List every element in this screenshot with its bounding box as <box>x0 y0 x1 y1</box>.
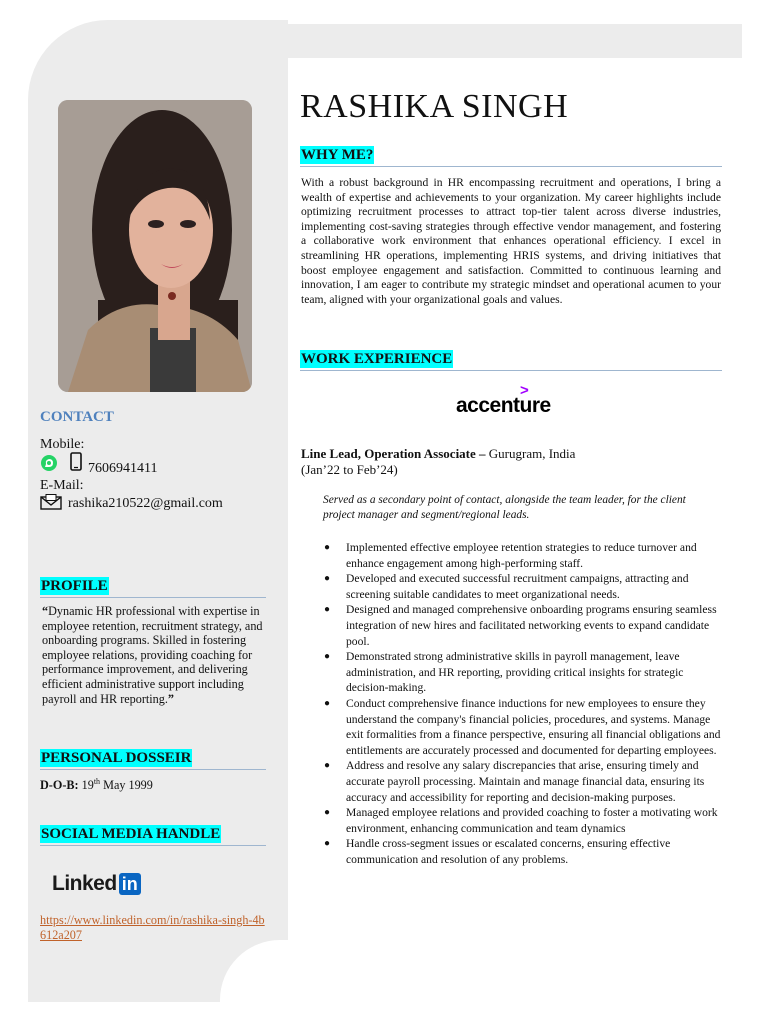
dob-rest: May 1999 <box>103 778 153 793</box>
dob-day: 19 <box>81 778 94 793</box>
linkedin-wordmark: Linked <box>52 872 117 895</box>
profile-heading: PROFILE <box>41 578 108 594</box>
contact-heading: CONTACT <box>40 409 114 425</box>
profile-open-quote: “ <box>42 604 49 618</box>
profile-summary <box>42 604 267 706</box>
list-item <box>301 696 721 758</box>
bullet-icon: ● <box>324 838 331 850</box>
social-divider <box>40 845 266 846</box>
work-divider <box>300 370 722 371</box>
email-label: E-Mail: <box>40 478 84 493</box>
bullet-icon: ● <box>324 542 331 553</box>
mobile-label: Mobile: <box>40 437 85 452</box>
role-location: Gurugram, India <box>485 446 576 461</box>
role-header <box>301 446 575 478</box>
role-title: Line Lead, Operation Associate – <box>301 446 486 461</box>
whyme-paragraph: With a robust background in HR encompassing recruitment and operations, I bring a wealth of expertise and achievements to your organization. My career highlights include optimizing recruitment processes to attract top-tier talent across diverse industries, implementing cost-saving strategies through effective vendor management, and fostering a collaborative work environment that enhances operational efficiency. I excel in streamlining HR operations, implementing HRIS systems, and driving initiatives that boost employee engagement and satisfaction. Committed to continuous learning and innovation, I am eager to contribute my strategic mindset and operational acumen to your team, aligned with your organizational goals and values. <box>301 176 721 306</box>
whatsapp-icon <box>40 454 58 472</box>
email-icon <box>40 494 62 510</box>
profile-summary-text: Dynamic HR professional with expertise in employee retention, recruitment strategy, and onboarding programs. Skilled in fostering employee relations, providing coaching for performance improvement, and delivering efficient administrative support including payroll and HR reporting. <box>42 604 263 706</box>
profile-photo-illustration <box>58 100 252 392</box>
list-item <box>301 602 721 649</box>
bullet-icon: ● <box>324 697 331 709</box>
accenture-logo <box>456 384 576 420</box>
list-item <box>301 836 721 867</box>
profile-photo <box>58 100 252 392</box>
list-item <box>301 571 721 602</box>
list-item-text: Demonstrated strong administrative skills in payroll management, leave administration, and HR reporting, providing critical insights for strategic decision-making. <box>346 650 684 695</box>
list-item-text: Implemented effective employee retention strategies to reduce turnover and enhance engagement among high-performing staff. <box>346 541 697 570</box>
list-item <box>301 540 721 571</box>
dossier-divider <box>40 769 266 770</box>
list-item <box>301 805 721 836</box>
whyme-heading: WHY ME? <box>301 147 374 163</box>
list-item-text: Handle cross-segment issues or escalated concerns, ensuring effective communication and resolution of any problems. <box>346 837 671 866</box>
bullet-icon: ● <box>324 573 331 585</box>
work-heading: WORK EXPERIENCE <box>301 351 453 367</box>
list-item-text: Managed employee relations and provided coaching to foster a motivating work environment, enhancing communication and team dynamics <box>346 806 718 835</box>
bullet-icon: ● <box>324 604 331 616</box>
accenture-mark-icon: > <box>520 382 529 399</box>
dob-suffix: th <box>93 777 101 786</box>
bullet-icon: ● <box>324 760 331 772</box>
list-item-text: Address and resolve any salary discrepancies that arise, ensuring timely and accurate payroll processing. Maintain and manage financial data, ensuring its accuracy and accessibility for reporting and decision-making purposes. <box>346 759 705 804</box>
mobile-phone-icon <box>70 452 82 471</box>
social-heading: SOCIAL MEDIA HANDLE <box>41 826 221 842</box>
profile-divider <box>40 597 266 598</box>
list-item-text: Developed and executed successful recruitment campaigns, attracting and screening suitable candidates to meet organizational needs. <box>346 572 689 601</box>
dossier-heading: PERSONAL DOSSEIR <box>41 750 192 766</box>
whyme-divider <box>300 166 722 167</box>
profile-close-quote: ” <box>167 691 175 706</box>
bullet-icon: ● <box>324 651 331 663</box>
list-item <box>301 649 721 696</box>
list-item-text: Conduct comprehensive finance inductions for new employees to ensure they understand the company's financial policies, procedures, and systems. Manage exit formalities from a finance perspective, ensuring all financial obligations and entitlements are accurately processed and documented for departing employees. <box>346 696 721 757</box>
responsibility-list <box>301 540 721 867</box>
list-item-text: Designed and managed comprehensive onboarding programs ensuring seamless integration of new hires and facilitated networking events to expand candidate pool. <box>346 603 717 648</box>
role-summary: Served as a secondary point of contact, alongside the team leader, for the client project manager and segment/regional leads. <box>323 494 686 521</box>
linkedin-link[interactable]: https://www.linkedin.com/in/rashika-singh-4b612a207 <box>40 913 265 942</box>
date-of-birth <box>40 777 153 793</box>
linkedin-icon[interactable] <box>52 872 141 896</box>
bullet-icon: ● <box>324 807 331 819</box>
mobile-number[interactable]: 7606941411 <box>88 461 158 476</box>
list-item <box>301 758 721 805</box>
email-address[interactable]: rashika210522@gmail.com <box>68 496 223 511</box>
candidate-name: RASHIKA SINGH <box>300 88 569 125</box>
accenture-wordmark: accenture <box>456 394 551 417</box>
linkedin-in-badge: in <box>119 873 141 895</box>
role-dates: (Jan’22 to Feb’24) <box>301 462 398 477</box>
dob-label: D-O-B: <box>40 778 79 793</box>
